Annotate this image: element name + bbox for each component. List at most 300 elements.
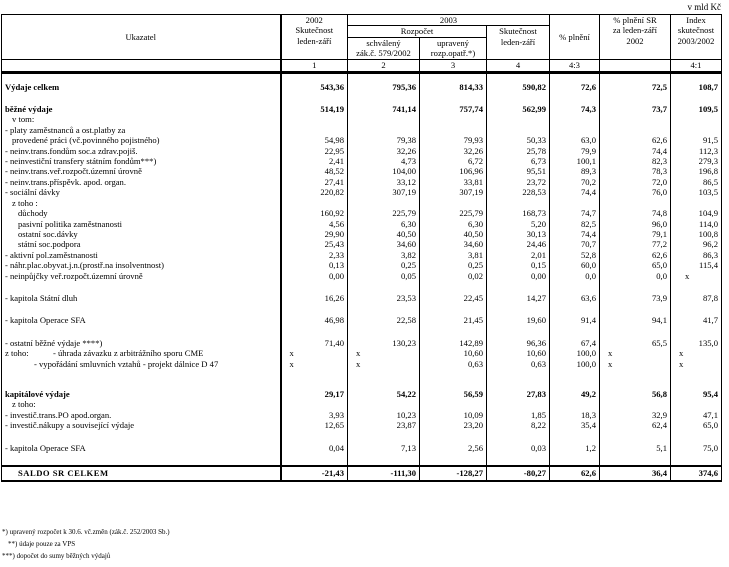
value-cell: [348, 198, 420, 208]
spacer-cell: [420, 453, 487, 466]
header-col6-line: % plnění SR: [613, 15, 657, 25]
row-label-text: - neinv.trans.veř.rozpočt.územní úrovně: [5, 166, 142, 177]
value-cell: 6,30: [420, 219, 487, 229]
row-label: [2, 315, 281, 325]
value-cell: 18,3: [550, 410, 600, 420]
value-cell: 32,26: [348, 146, 420, 156]
value-cell: 71,40: [281, 338, 348, 348]
value-cell: x: [671, 348, 722, 358]
value-cell: -111,30: [348, 466, 420, 481]
value-cell: 3,81: [420, 250, 487, 260]
row-label: [2, 135, 281, 145]
spacer-cell: [2, 326, 281, 338]
value-cell: 25,78: [487, 146, 550, 156]
value-cell: [487, 198, 550, 208]
value-cell: [671, 399, 722, 409]
column-number: [600, 59, 671, 72]
value-cell: 62,6: [600, 250, 671, 260]
value-cell: 104,00: [348, 166, 420, 176]
spacer-cell: [600, 72, 671, 82]
value-cell: 100,0: [550, 359, 600, 369]
value-cell: [348, 114, 420, 124]
value-cell: x: [671, 271, 722, 281]
value-cell: 23,20: [420, 420, 487, 430]
value-cell: 0,00: [487, 271, 550, 281]
spacer-cell: [281, 281, 348, 293]
row-label-text: - kapitola Operace SFA: [5, 442, 86, 453]
value-cell: 46,98: [281, 315, 348, 325]
value-cell: 10,09: [420, 410, 487, 420]
value-cell: 103,5: [671, 187, 722, 197]
value-cell: 307,19: [348, 187, 420, 197]
spacer-cell: [600, 431, 671, 443]
value-cell: 32,26: [420, 146, 487, 156]
spacer-cell: [550, 281, 600, 293]
table-row: [2, 466, 722, 481]
spacer-cell: [487, 72, 550, 82]
row-label: [2, 338, 281, 348]
row-label-text: - neinv.trans.příspěvk. apod. organ.: [5, 176, 127, 187]
value-cell: 2,56: [420, 443, 487, 453]
value-cell: 109,5: [671, 104, 722, 114]
row-label-text: státní soc.podpora: [18, 239, 81, 250]
value-cell: 65,5: [600, 338, 671, 348]
table-row: [2, 348, 722, 358]
header-col4: [487, 26, 550, 59]
value-cell: 82,5: [550, 219, 600, 229]
spacer-cell: [281, 453, 348, 466]
value-cell: x: [281, 348, 348, 358]
value-cell: [281, 198, 348, 208]
table-row: [2, 420, 722, 430]
value-cell: 12,65: [281, 420, 348, 430]
value-cell: 108,7: [671, 82, 722, 92]
row-label-text: běžné výdaje: [5, 104, 53, 115]
header-col7-line: Index: [686, 15, 706, 25]
value-cell: 41,7: [671, 315, 722, 325]
value-cell: 22,95: [281, 146, 348, 156]
spacer-cell: [2, 92, 281, 104]
spacer-cell: [671, 281, 722, 293]
value-cell: 96,2: [671, 239, 722, 249]
header-col7: [671, 15, 722, 60]
row-label: [2, 146, 281, 156]
header-col2-line: schválený: [366, 37, 401, 48]
value-cell: 590,82: [487, 82, 550, 92]
row-label-text: z toho :: [12, 197, 38, 208]
spacer-row: [2, 72, 722, 82]
spacer-row: [2, 431, 722, 443]
table-row: [2, 359, 722, 369]
value-cell: 79,9: [550, 146, 600, 156]
row-label-text: provedené práci (vč.povinného pojistného): [12, 135, 160, 146]
value-cell: 4,56: [281, 219, 348, 229]
spacer-cell: [487, 326, 550, 338]
table-row: [2, 219, 722, 229]
value-cell: 65,0: [671, 420, 722, 430]
value-cell: [420, 399, 487, 409]
value-cell: 2,01: [487, 250, 550, 260]
row-label: [2, 187, 281, 197]
spacer-cell: [550, 72, 600, 82]
spacer-cell: [550, 92, 600, 104]
column-number: 4: [487, 59, 550, 72]
spacer-cell: [487, 303, 550, 315]
value-cell: 56,8: [600, 389, 671, 399]
row-label: [2, 177, 281, 187]
value-cell: 60,0: [550, 260, 600, 270]
value-cell: 279,3: [671, 156, 722, 166]
spacer-cell: [487, 431, 550, 443]
value-cell: 135,0: [671, 338, 722, 348]
row-label: [2, 293, 281, 303]
value-cell: 130,23: [348, 338, 420, 348]
spacer-cell: [487, 453, 550, 466]
row-label: [2, 114, 281, 124]
value-cell: 40,50: [348, 229, 420, 239]
row-label: [2, 399, 281, 409]
spacer-cell: [281, 326, 348, 338]
value-cell: 19,60: [487, 315, 550, 325]
value-cell: x: [600, 348, 671, 358]
spacer-cell: [2, 72, 281, 82]
value-cell: 27,83: [487, 389, 550, 399]
spacer-cell: [550, 431, 600, 443]
value-cell: [487, 125, 550, 135]
spacer-cell: [2, 431, 281, 443]
value-cell: 795,36: [348, 82, 420, 92]
row-label-text: - investič.nákupy a související výdaje: [5, 420, 135, 431]
spacer-row: [2, 369, 722, 381]
value-cell: 40,50: [420, 229, 487, 239]
value-cell: 0,25: [420, 260, 487, 270]
value-cell: 78,3: [600, 166, 671, 176]
unit-label: v mld Kč: [687, 2, 721, 12]
row-label-text: - platy zaměstnanců a ost.platby za: [5, 124, 126, 135]
spacer-cell: [2, 281, 281, 293]
value-cell: [420, 125, 487, 135]
table-row: [2, 239, 722, 249]
value-cell: -128,27: [420, 466, 487, 481]
value-cell: 89,3: [550, 166, 600, 176]
value-cell: 87,8: [671, 293, 722, 303]
spacer-cell: [600, 326, 671, 338]
value-cell: 543,36: [281, 82, 348, 92]
value-cell: 73,7: [600, 104, 671, 114]
value-cell: 96,0: [600, 219, 671, 229]
budget-table: [1, 14, 722, 482]
header-col1: [281, 15, 348, 60]
value-cell: 0,03: [487, 443, 550, 453]
header-col7-line: 2003/2002: [677, 35, 715, 46]
spacer-cell: [487, 92, 550, 104]
value-cell: 47,1: [671, 410, 722, 420]
value-cell: [550, 399, 600, 409]
header-col1-line: 2002: [305, 15, 323, 25]
value-cell: 5,1: [600, 443, 671, 453]
value-cell: 75,0: [671, 443, 722, 453]
value-cell: 74,7: [550, 208, 600, 218]
spacer-cell: [348, 326, 420, 338]
value-cell: 96,36: [487, 338, 550, 348]
value-cell: 3,82: [348, 250, 420, 260]
value-cell: 16,26: [281, 293, 348, 303]
row-label: [2, 389, 281, 399]
table-row: [2, 229, 722, 239]
column-number: 4:1: [671, 59, 722, 72]
row-label-text: - náhr.plac.obyvat.j.n.(prostř.na insolventnost): [5, 260, 164, 271]
value-cell: 24,46: [487, 239, 550, 249]
table-row: [2, 156, 722, 166]
value-cell: 8,22: [487, 420, 550, 430]
value-cell: 79,1: [600, 229, 671, 239]
value-cell: 25,43: [281, 239, 348, 249]
value-cell: [671, 114, 722, 124]
row-label-text: - neinvestiční transfery státním fondům***): [5, 156, 157, 167]
value-cell: 23,72: [487, 177, 550, 187]
row-label: [2, 156, 281, 166]
spacer-row: [2, 326, 722, 338]
spacer-cell: [671, 381, 722, 389]
value-cell: -21,43: [281, 466, 348, 481]
spacer-cell: [550, 303, 600, 315]
value-cell: 21,45: [420, 315, 487, 325]
spacer-cell: [2, 453, 281, 466]
value-cell: 5,20: [487, 219, 550, 229]
row-label-text: ostatní soc.dávky: [18, 228, 78, 239]
value-cell: 86,3: [671, 250, 722, 260]
value-cell: 100,1: [550, 156, 600, 166]
table-row: [2, 187, 722, 197]
value-cell: 562,99: [487, 104, 550, 114]
spacer-cell: [600, 281, 671, 293]
spacer-cell: [281, 92, 348, 104]
spacer-cell: [550, 381, 600, 389]
footnote: *) upravený rozpočet k 30.6. vč.změn (zák.č. 252/2003 Sb.): [2, 528, 170, 536]
value-cell: 0,13: [281, 260, 348, 270]
value-cell: 70,2: [550, 177, 600, 187]
value-cell: 74,3: [550, 104, 600, 114]
value-cell: 72,0: [600, 177, 671, 187]
value-cell: 220,82: [281, 187, 348, 197]
row-label-text: v tom:: [12, 114, 35, 125]
value-cell: 95,4: [671, 389, 722, 399]
spacer-cell: [281, 303, 348, 315]
value-cell: 14,27: [487, 293, 550, 303]
value-cell: [281, 125, 348, 135]
spacer-cell: [600, 453, 671, 466]
value-cell: [348, 125, 420, 135]
value-cell: 70,7: [550, 239, 600, 249]
table-row: [2, 315, 722, 325]
value-cell: 757,74: [420, 104, 487, 114]
header-col4-line: Skutečnost: [499, 26, 537, 37]
table-row: [2, 177, 722, 187]
header-indicator: Ukazatel: [2, 15, 281, 60]
value-cell: 1,2: [550, 443, 600, 453]
header-col2-line: zák.č. 579/2002: [356, 48, 411, 59]
value-cell: 82,3: [600, 156, 671, 166]
table-row: [2, 114, 722, 124]
spacer-cell: [600, 369, 671, 381]
spacer-cell: [348, 381, 420, 389]
value-cell: 0,02: [420, 271, 487, 281]
row-label: [2, 239, 281, 249]
value-cell: x: [348, 359, 420, 369]
spacer-cell: [671, 303, 722, 315]
value-cell: 196,8: [671, 166, 722, 176]
value-cell: [600, 114, 671, 124]
column-number: 3: [420, 59, 487, 72]
spacer-cell: [281, 381, 348, 389]
value-cell: [281, 114, 348, 124]
table-row: [2, 198, 722, 208]
row-label-text: - vypořádání smluvních vztahů - projekt dálnice D 47: [34, 358, 219, 369]
table-row: [2, 271, 722, 281]
value-cell: [420, 114, 487, 124]
column-number: 1: [281, 59, 348, 72]
value-cell: 10,60: [487, 348, 550, 358]
row-label: [2, 208, 281, 218]
spacer-cell: [348, 92, 420, 104]
value-cell: 54,22: [348, 389, 420, 399]
row-label: [2, 466, 281, 481]
header-col1-line: leden-září: [297, 35, 332, 46]
row-label: [2, 82, 281, 92]
value-cell: 35,4: [550, 420, 600, 430]
table-row: [2, 250, 722, 260]
row-label: [2, 420, 281, 430]
spacer-cell: [281, 431, 348, 443]
header-col1-line: Skutečnost: [295, 25, 334, 36]
row-label: [2, 229, 281, 239]
row-label: [2, 250, 281, 260]
header-year-2003: 2003: [348, 15, 550, 26]
spacer-cell: [600, 381, 671, 389]
value-cell: 6,30: [348, 219, 420, 229]
value-cell: 225,79: [348, 208, 420, 218]
value-cell: [550, 114, 600, 124]
row-label-text: pasivní politika zaměstnanosti: [18, 218, 123, 229]
spacer-cell: [487, 281, 550, 293]
row-label-text: - ostatní běžné výdaje ****): [5, 337, 103, 348]
value-cell: [348, 399, 420, 409]
value-cell: 91,5: [671, 135, 722, 145]
column-number: 2: [348, 59, 420, 72]
row-label: [2, 410, 281, 420]
column-number-blank: [2, 59, 281, 72]
spacer-cell: [348, 431, 420, 443]
spacer-cell: [550, 326, 600, 338]
header-col6-line: za leden-září: [612, 25, 658, 36]
spacer-cell: [671, 326, 722, 338]
value-cell: 22,58: [348, 315, 420, 325]
value-cell: 168,73: [487, 208, 550, 218]
value-cell: 29,90: [281, 229, 348, 239]
table-row: [2, 146, 722, 156]
value-cell: 27,41: [281, 177, 348, 187]
value-cell: 0,63: [420, 359, 487, 369]
value-cell: 62,6: [550, 466, 600, 481]
table-row: [2, 208, 722, 218]
row-label-text: - neinv.trans.fondům soc.a zdrav.pojiš.: [5, 145, 138, 156]
spacer-cell: [420, 92, 487, 104]
spacer-cell: [2, 369, 281, 381]
table-row: [2, 166, 722, 176]
value-cell: 814,33: [420, 82, 487, 92]
value-cell: [671, 125, 722, 135]
spacer-cell: [420, 369, 487, 381]
column-number: 4:3: [550, 59, 600, 72]
spacer-cell: [2, 303, 281, 315]
spacer-row: [2, 281, 722, 293]
row-label: [2, 260, 281, 270]
row-label-text: kapitálové výdaje: [5, 388, 70, 399]
spacer-cell: [420, 303, 487, 315]
value-cell: 23,87: [348, 420, 420, 430]
value-cell: [550, 198, 600, 208]
footnote: **) údaje pouze za VPS: [8, 540, 76, 548]
value-cell: 79,93: [420, 135, 487, 145]
value-cell: 34,60: [420, 239, 487, 249]
header-budget: Rozpočet: [348, 26, 487, 37]
spacer-cell: [348, 453, 420, 466]
footnote: ***) dopočet do sumy běžných výdajů: [2, 552, 111, 560]
value-cell: 0,0: [600, 271, 671, 281]
value-cell: 30,13: [487, 229, 550, 239]
value-cell: 112,3: [671, 146, 722, 156]
value-cell: 514,19: [281, 104, 348, 114]
value-cell: 114,0: [671, 219, 722, 229]
value-cell: [487, 399, 550, 409]
value-cell: 225,79: [420, 208, 487, 218]
value-cell: [671, 198, 722, 208]
spacer-cell: [420, 431, 487, 443]
value-cell: 86,5: [671, 177, 722, 187]
spacer-cell: [348, 281, 420, 293]
value-cell: 0,0: [550, 271, 600, 281]
table-row: [2, 389, 722, 399]
row-label-text: - aktivní pol.zaměstnanosti: [5, 249, 98, 260]
row-label-text: - sociální dávky: [5, 187, 60, 198]
value-cell: x: [281, 359, 348, 369]
row-label: [2, 443, 281, 453]
row-label-text: - kapitola Státní dluh: [5, 292, 78, 303]
row-label-prefix: z toho:: [5, 348, 29, 359]
value-cell: 62,6: [600, 135, 671, 145]
value-cell: 0,25: [348, 260, 420, 270]
value-cell: 307,19: [420, 187, 487, 197]
value-cell: 67,4: [550, 338, 600, 348]
value-cell: 0,05: [348, 271, 420, 281]
value-cell: 63,0: [550, 135, 600, 145]
value-cell: 0,63: [487, 359, 550, 369]
row-label-text: - investič.trans.PO apod.organ.: [5, 409, 112, 420]
value-cell: 79,38: [348, 135, 420, 145]
spacer-cell: [671, 369, 722, 381]
value-cell: 56,59: [420, 389, 487, 399]
spacer-cell: [348, 303, 420, 315]
spacer-cell: [2, 381, 281, 389]
value-cell: 6,73: [487, 156, 550, 166]
value-cell: 6,72: [420, 156, 487, 166]
value-cell: 22,45: [420, 293, 487, 303]
value-cell: 29,17: [281, 389, 348, 399]
value-cell: 74,8: [600, 208, 671, 218]
value-cell: 4,73: [348, 156, 420, 166]
value-cell: 7,13: [348, 443, 420, 453]
value-cell: 34,60: [348, 239, 420, 249]
